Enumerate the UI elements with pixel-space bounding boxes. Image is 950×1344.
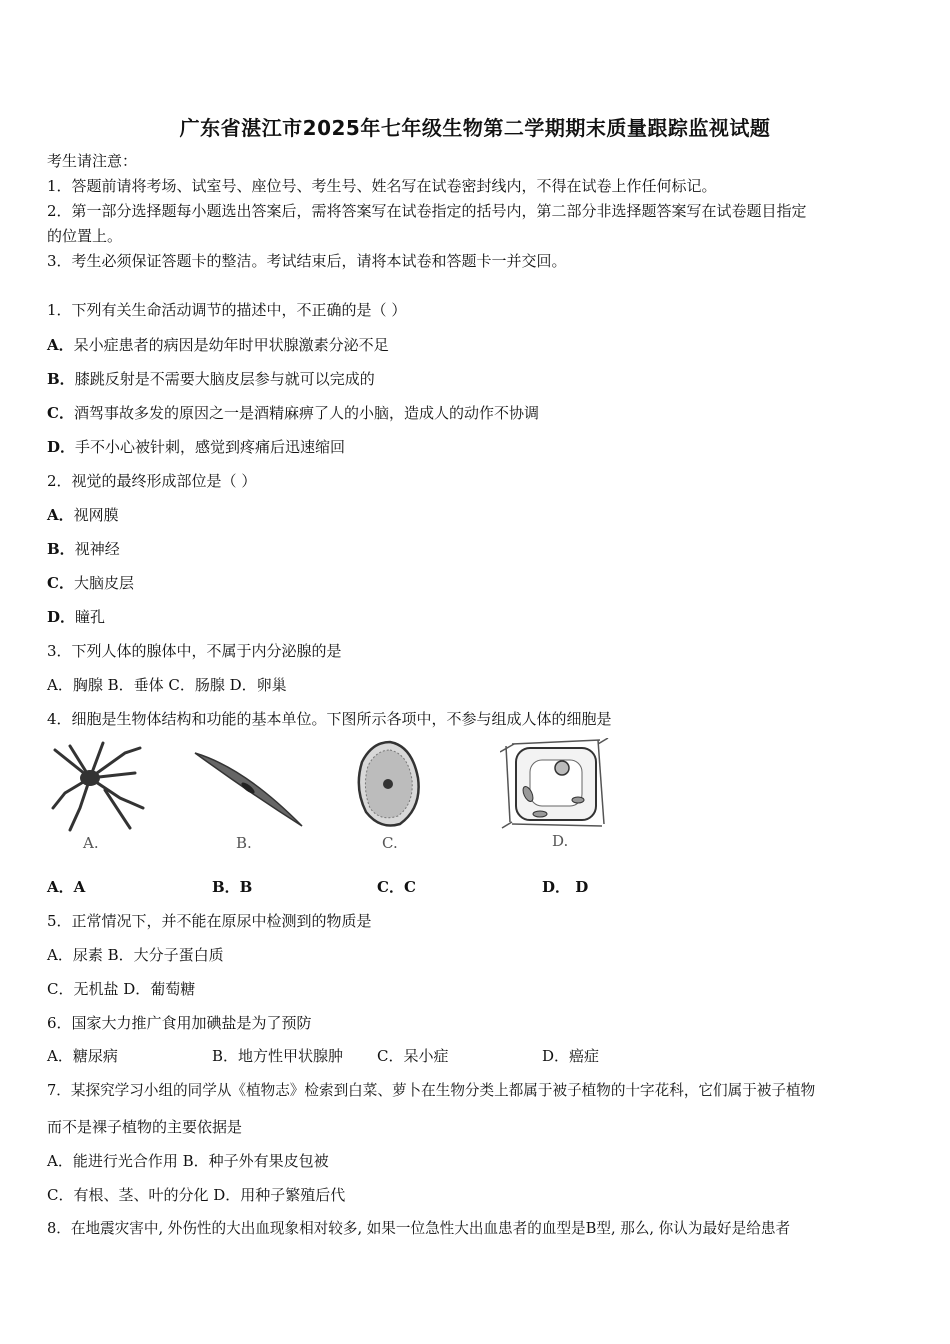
option-label: C． <box>47 574 74 592</box>
question-4-option-a[interactable]: A．A <box>47 878 86 896</box>
notice-item: 的位置上。 <box>47 227 123 245</box>
option-text: 视网膜 <box>73 506 119 524</box>
question-6-option-c[interactable]: C．呆小症 <box>377 1047 449 1065</box>
question-2-option-d[interactable] <box>47 606 105 628</box>
question-1-option-a[interactable] <box>47 334 389 356</box>
muscle-cell-figure <box>190 738 310 852</box>
option-text: 视神经 <box>74 540 120 558</box>
question-8-stem: 8．在地震灾害中, 外伤性的大出血现象相对较多, 如果一位急性大出血患者的血型是B型, 那么, 你认为最好是给患者 <box>47 1220 791 1237</box>
option-label: B． <box>47 540 75 558</box>
question-4-option-b[interactable]: B．B <box>212 878 253 896</box>
notice-heading: 考生请注意： <box>47 152 138 170</box>
question-5-options-line1[interactable]: A．尿素 B．大分子蛋白质 <box>47 946 224 964</box>
question-7-stem-cont: 而不是裸子植物的主要依据是 <box>47 1118 243 1136</box>
question-7-stem: 7．某探究学习小组的同学从《植物志》检索到白菜、萝卜在生物分类上都属于被子植物的十字花科，它们属于被子植物 <box>47 1082 816 1099</box>
question-2-option-b[interactable] <box>47 538 120 560</box>
plant-cell-icon <box>500 738 610 830</box>
question-1-stem: 1．下列有关生命活动调节的描述中，不正确的是（ ） <box>47 301 407 319</box>
muscle-cell-icon <box>190 738 310 833</box>
egg-cell-icon <box>350 738 430 830</box>
question-5-stem: 5．正常情况下，并不能在原尿中检测到的物质是 <box>47 912 372 930</box>
notice-item: 1．答题前请将考场、试室号、座位号、考生号、姓名写在试卷密封线内，不得在试卷上作任何标记。 <box>47 177 717 195</box>
question-3-stem: 3．下列人体的腺体中，不属于内分泌腺的是 <box>47 642 342 660</box>
option-text: 膝跳反射是不需要大脑皮层参与就可以完成的 <box>74 370 375 388</box>
question-4-stem: 4．细胞是生物体结构和功能的基本单位。下图所示各项中，不参与组成人体的细胞是 <box>47 710 612 728</box>
question-4-option-c[interactable]: C．C <box>377 878 416 896</box>
figure-caption-b: B. <box>236 834 252 852</box>
question-1-option-d[interactable] <box>47 436 345 458</box>
plant-cell-figure <box>500 738 610 848</box>
option-label: A． <box>47 506 74 524</box>
question-2-option-c[interactable] <box>47 572 134 594</box>
notice-item: 2．第一部分选择题每小题选出答案后，需将答案写在试卷指定的括号内，第二部分非选择题答案写在试卷题目指定 <box>47 202 807 220</box>
figure-caption-a: A. <box>83 834 99 852</box>
question-6-option-a[interactable]: A．糖尿病 <box>47 1047 118 1065</box>
option-text: 瞳孔 <box>75 608 106 626</box>
option-label: D． <box>47 608 76 626</box>
option-text: 大脑皮层 <box>73 574 134 592</box>
egg-cell-figure <box>350 738 430 852</box>
option-text: 酒驾事故多发的原因之一是酒精麻痹了人的小脑，造成人的动作不协调 <box>73 404 539 422</box>
question-3-options[interactable]: A．胸腺 B．垂体 C．肠腺 D．卵巢 <box>47 676 287 694</box>
option-label: A． <box>47 336 74 354</box>
question-7-options-line2[interactable]: C．有根、茎、叶的分化 D．用种子繁殖后代 <box>47 1186 346 1204</box>
question-6-option-d[interactable]: D．癌症 <box>542 1047 600 1065</box>
notice-item: 3．考生必须保证答题卡的整洁。考试结束后，请将本试卷和答题卡一并交回。 <box>47 252 567 270</box>
question-1-option-c[interactable] <box>47 402 539 424</box>
question-1-option-b[interactable] <box>47 368 375 390</box>
neuron-icon <box>45 738 155 833</box>
option-label: B． <box>47 370 75 388</box>
question-5-options-line2[interactable]: C．无机盐 D．葡萄糖 <box>47 980 196 998</box>
cell-figures <box>40 738 660 863</box>
question-2-stem: 2．视觉的最终形成部位是（ ） <box>47 472 257 490</box>
option-label: C． <box>47 404 74 422</box>
figure-caption-c: C. <box>382 834 398 852</box>
question-7-options-line1[interactable]: A．能进行光合作用 B．种子外有果皮包被 <box>47 1152 329 1170</box>
page-title: 广东省湛江市2025年七年级生物第二学期期末质量跟踪监视试题 <box>179 116 771 140</box>
option-label: D． <box>47 438 76 456</box>
question-6-option-b[interactable]: B．地方性甲状腺肿 <box>212 1047 344 1065</box>
figure-caption-d: D. <box>552 832 569 850</box>
option-text: 呆小症患者的病因是幼年时甲状腺激素分泌不足 <box>73 336 389 354</box>
question-4-option-d[interactable]: D． D <box>542 878 589 896</box>
question-6-stem: 6．国家大力推广食用加碘盐是为了预防 <box>47 1014 312 1032</box>
question-2-option-a[interactable] <box>47 504 119 526</box>
option-text: 手不小心被针刺，感觉到疼痛后迅速缩回 <box>75 438 346 456</box>
neuron-cell-figure <box>45 738 155 852</box>
